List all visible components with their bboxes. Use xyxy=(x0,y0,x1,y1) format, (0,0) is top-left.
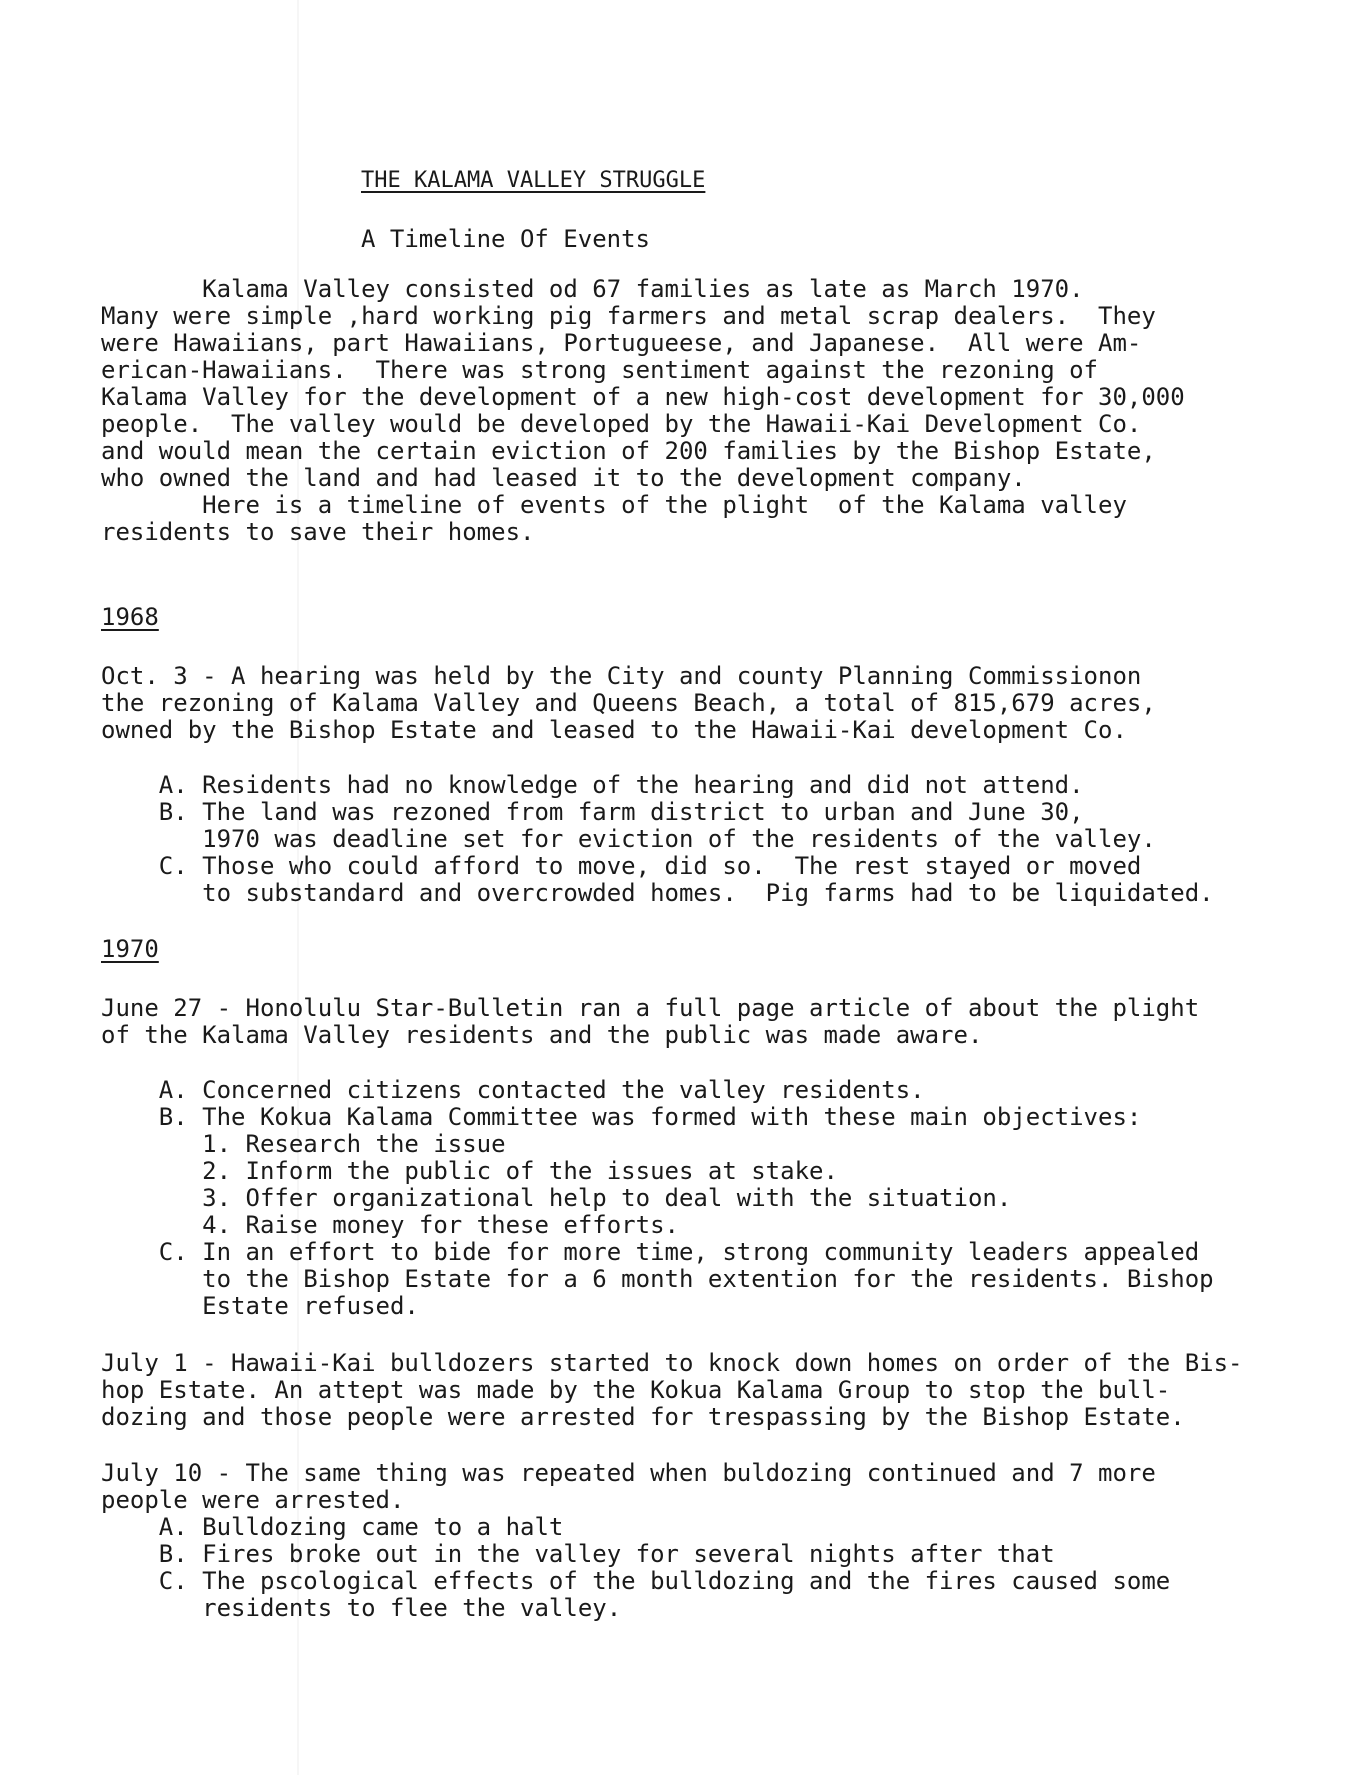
list-item: B. The Kokua Kalama Committee was formed with these main objectives: xyxy=(101,1103,1142,1131)
list-item: 4. Raise money for these efforts. xyxy=(101,1211,679,1239)
document-title: THE KALAMA VALLEY STRUGGLE xyxy=(361,168,706,193)
entry-line: hop Estate. An attept was made by the Kokua Kalama Group to stop the bull- xyxy=(101,1376,1171,1404)
entry-line: of the Kalama Valley residents and the public was made aware. xyxy=(101,1021,983,1049)
entry-line: owned by the Bishop Estate and leased to the Hawaii-Kai development Co. xyxy=(101,716,1127,744)
list-item: Estate refused. xyxy=(101,1292,419,1320)
entry-line: June 27 - Honolulu Star-Bulletin ran a full page article of about the plight xyxy=(101,994,1200,1022)
list-item: C. The pscological effects of the bulldozing and the fires caused some xyxy=(101,1567,1171,1595)
intro-line: were Hawaiians, part Hawaiians, Portugueese, and Japanese. All were Am- xyxy=(101,329,1142,357)
document-subtitle: A Timeline Of Events xyxy=(361,225,650,253)
entry-line: the rezoning of Kalama Valley and Queens Beach, a total of 815,679 acres, xyxy=(101,689,1156,717)
entry-line: Oct. 3 - A hearing was held by the City and county Planning Commissionon xyxy=(101,662,1142,690)
intro-line: and would mean the certain eviction of 200 families by the Bishop Estate, xyxy=(101,437,1156,465)
list-item: B. Fires broke out in the valley for several nights after that xyxy=(101,1540,1055,1568)
list-item: A. Bulldozing came to a halt xyxy=(101,1513,564,1541)
list-item: 3. Offer organizational help to deal with the situation. xyxy=(101,1184,1012,1212)
list-item: to substandard and overcrowded homes. Pig farms had to be liquidated. xyxy=(101,879,1214,907)
list-item: C. In an effort to bide for more time, strong community leaders appealed xyxy=(101,1238,1200,1266)
list-item: residents to flee the valley. xyxy=(101,1594,622,1622)
intro-line: who owned the land and had leased it to the development company. xyxy=(101,464,1026,492)
intro-line: Kalama Valley consisted od 67 families as late as March 1970. xyxy=(101,275,1084,303)
list-item: 1. Research the issue xyxy=(101,1130,506,1158)
intro-line: erican-Hawaiians. There was strong sentiment against the rezoning of xyxy=(101,356,1098,384)
intro-line: Kalama Valley for the development of a new high-cost development for 30,000 xyxy=(101,383,1185,411)
intro-line: people. The valley would be developed by the Hawaii-Kai Development Co. xyxy=(101,410,1142,438)
year-heading-1968: 1968 xyxy=(101,603,159,631)
entry-line: July 1 - Hawaii-Kai bulldozers started to knock down homes on order of the Bis- xyxy=(101,1349,1243,1377)
entry-line: July 10 - The same thing was repeated when buldozing continued and 7 more xyxy=(101,1459,1156,1487)
intro-line: Many were simple ,hard working pig farmers and metal scrap dealers. They xyxy=(101,302,1156,330)
list-item: B. The land was rezoned from farm district to urban and June 30, xyxy=(101,798,1084,826)
list-item: A. Residents had no knowledge of the hearing and did not attend. xyxy=(101,771,1084,799)
list-item: A. Concerned citizens contacted the valley residents. xyxy=(101,1076,925,1104)
entry-line: dozing and those people were arrested for trespassing by the Bishop Estate. xyxy=(101,1403,1185,1431)
list-item: 1970 was deadline set for eviction of the residents of the valley. xyxy=(101,825,1156,853)
list-item: 2. Inform the public of the issues at stake. xyxy=(101,1157,838,1185)
intro-line: residents to save their homes. xyxy=(101,518,535,546)
year-heading-1970: 1970 xyxy=(101,935,159,963)
list-item: to the Bishop Estate for a 6 month extention for the residents. Bishop xyxy=(101,1265,1214,1293)
intro-line: Here is a timeline of events of the plight of the Kalama valley xyxy=(101,491,1127,519)
entry-line: people were arrested. xyxy=(101,1486,405,1514)
list-item: C. Those who could afford to move, did so. The rest stayed or moved xyxy=(101,852,1142,880)
